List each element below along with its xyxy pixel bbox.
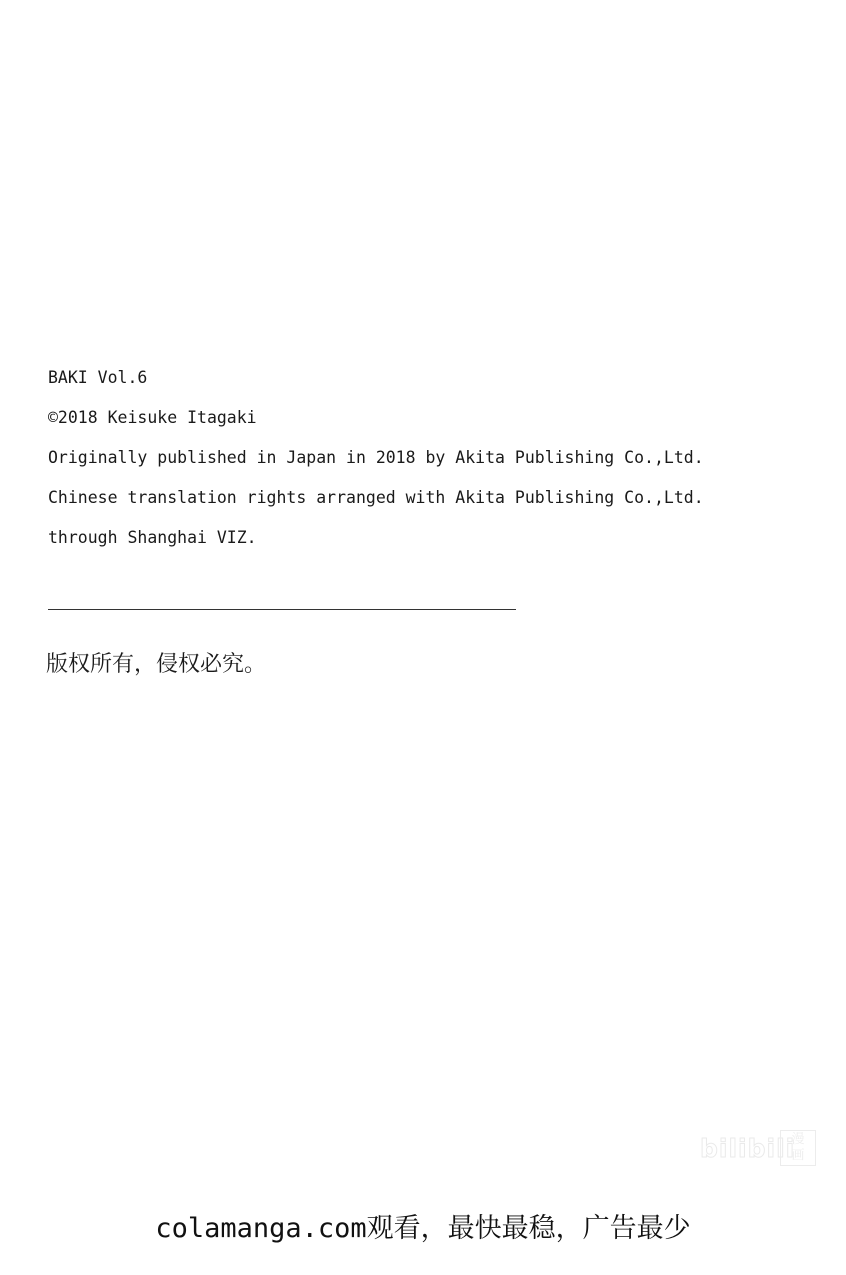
copyright-line: Chinese translation rights arranged with Akita Publishing Co.,Ltd.: [48, 488, 704, 507]
watermark-brand-text: bilibili: [700, 1134, 796, 1163]
footer-promo-text: colamanga.com观看，最快最稳，广告最少: [155, 1213, 691, 1244]
bilibili-watermark: [700, 1128, 816, 1170]
watermark-badge-top: 漫: [791, 1132, 805, 1147]
watermark-badge-bottom: 画: [791, 1148, 805, 1163]
watermark-badge-icon: [780, 1130, 816, 1166]
copyright-line: ©2018 Keisuke Itagaki: [48, 408, 257, 427]
copyright-line: through Shanghai VIZ.: [48, 528, 257, 547]
horizontal-divider: [48, 609, 516, 610]
copyright-line: BAKI Vol.6: [48, 368, 148, 387]
copyright-block: [48, 358, 788, 558]
copyright-line: Originally published in Japan in 2018 by Akita Publishing Co.,Ltd.: [48, 448, 704, 467]
rights-notice: 版权所有，侵权必究。: [46, 652, 267, 677]
